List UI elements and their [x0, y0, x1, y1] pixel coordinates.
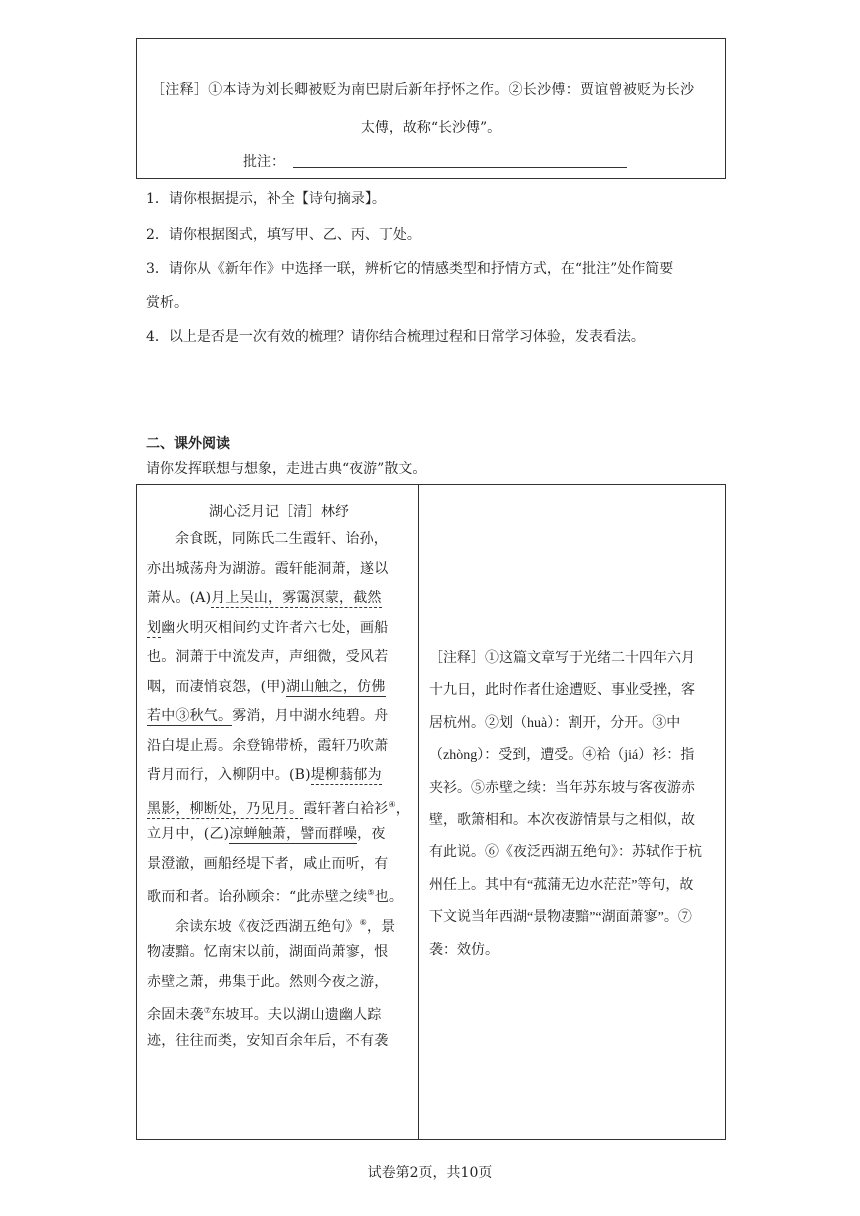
underlined-sentence-b: 堤柳蓊郁为 [310, 767, 382, 783]
passage-line: 咽，而凄悄哀怨，(甲)湖山触之，仿佛 [147, 678, 386, 695]
underlined-sentence-jia-end: 若中③秋气。 [147, 708, 233, 724]
section-intro: 请你发挥联想与想象，走进古典“夜游”散文。 [146, 461, 427, 477]
note-line: 州任上。其中有“菰蒲无边水茫茫”等句，故 [429, 877, 694, 893]
passage-line: 赤壁之萧，弗集于此。然则今夜之游， [147, 973, 389, 990]
annotation-field[interactable] [243, 151, 627, 171]
passage-line: 迹，往往而类，安知百余年后，不有袭 [147, 1032, 389, 1049]
passage-line: 背月而行，入柳阴中。(B)堤柳蓊郁为 [147, 767, 382, 783]
annotation-box [136, 38, 726, 179]
passage-line: 余食既，同陈氏二生霞轩、诒孙， [175, 531, 388, 547]
passage-line: 若中③秋气。雾消，月中湖水纯碧。舟 [147, 708, 389, 724]
underlined-sentence-a-end: 划 [147, 619, 162, 636]
poem-note-line-1: ［注释］①本诗为刘长卿被贬为南巴尉后新年抒怀之作。②长沙傅：贾谊曾被贬为长沙 [151, 82, 695, 98]
passage-column [147, 501, 411, 1060]
passage-line: 歌而和者。诒孙顾余：“此赤壁之续⑤也。 [147, 888, 404, 905]
underlined-sentence-jia: 湖山触之，仿佛 [286, 678, 386, 695]
question-2: 2．请你根据图式，填写甲、乙、丙、丁处。 [146, 227, 421, 243]
passage-line: 亦出城荡舟为湖游。霞轩能洞萧，遂以 [147, 560, 389, 577]
annotation-blank-line[interactable] [293, 154, 627, 168]
question-3: 3．请你从《新年作》中选择一联，辨析它的情感类型和抒情方式，在“批注”处作简要 [146, 261, 674, 277]
reading-table [136, 484, 726, 1140]
note-line: 夹衫。⑤赤壁之续：当年苏东坡与客夜游赤 [429, 780, 695, 796]
passage-line: 萧从。(A)月上吴山，雾霭溟蒙，截然 [147, 590, 382, 606]
note-line: 十九日，此时作者仕途遭贬、事业受挫，客 [429, 683, 695, 699]
passage-title: 湖心泛月记［清］林纾 [209, 504, 349, 520]
underlined-sentence-yi: 凉蝉触萧，譬而群噪 [229, 826, 358, 842]
question-1: 1．请你根据提示，补全【诗句摘录】。 [146, 191, 386, 207]
passage-line: 景澄澈，画船经堤下者，咸止而听，有 [147, 855, 389, 872]
passage-line: 黑影，柳断处，乃见月。霞轩著白袷衫④， [147, 799, 410, 817]
notes-column [429, 649, 719, 973]
passage-line: 沿白堤止焉。余登锦带桥，霞轩乃吹萧 [147, 737, 389, 754]
passage-line: 余固未袭⑦东坡耳。夫以湖山遗幽人踪 [147, 1006, 382, 1023]
passage-line: 物凄黯。忆南宋以前，湖面尚萧寥，恨 [147, 944, 389, 960]
passage-line: 立月中，(乙)凉蝉触萧，譬而群噪，夜 [147, 826, 386, 842]
note-line: 袭：效仿。 [429, 942, 499, 958]
annotation-label: 批注： [243, 154, 285, 170]
note-line: 下文说当年西湖“景物凄黯”“湖面萧寥”。⑦ [429, 910, 692, 926]
note-line: 居杭州。②划（huà）：割开，分开。③中 [429, 715, 681, 731]
underlined-sentence-b-end: 黑影，柳断处，乃见月。 [147, 800, 304, 817]
section-title: 二、课外阅读 [146, 436, 230, 452]
passage-line: 也。洞萧于中流发声，声细微，受风若 [147, 649, 389, 665]
note-line: 有此说。⑥《夜泛西湖五绝句》：苏轼作于杭 [429, 845, 702, 861]
question-4: 4．以上是否是一次有效的梳理？请你结合梳理过程和日常学习体验，发表看法。 [146, 329, 645, 345]
note-line: ［注释］①这篇文章写于光绪二十四年六月 [429, 651, 695, 666]
passage-line: 余读东坡《夜泛西湖五绝句》⑥，景 [175, 917, 396, 935]
poem-note-line-2: 太傅，故称“长沙傅”。 [360, 120, 502, 136]
passage-line: 划幽火明灭相间约丈许者六七处，画船 [147, 619, 389, 636]
question-3-continued: 赏析。 [146, 295, 188, 311]
note-line: （zhòng）：受到，遭受。④袷（jiá）衫：指 [429, 748, 695, 764]
underlined-sentence-a: 月上吴山，雾霭溟蒙，截然 [211, 590, 382, 606]
page-footer: 试卷第2页，共10页 [367, 1165, 493, 1181]
note-line: 壁，歌箫相和。本次夜游情景与之相似，故 [429, 812, 695, 828]
column-divider [418, 485, 419, 1139]
